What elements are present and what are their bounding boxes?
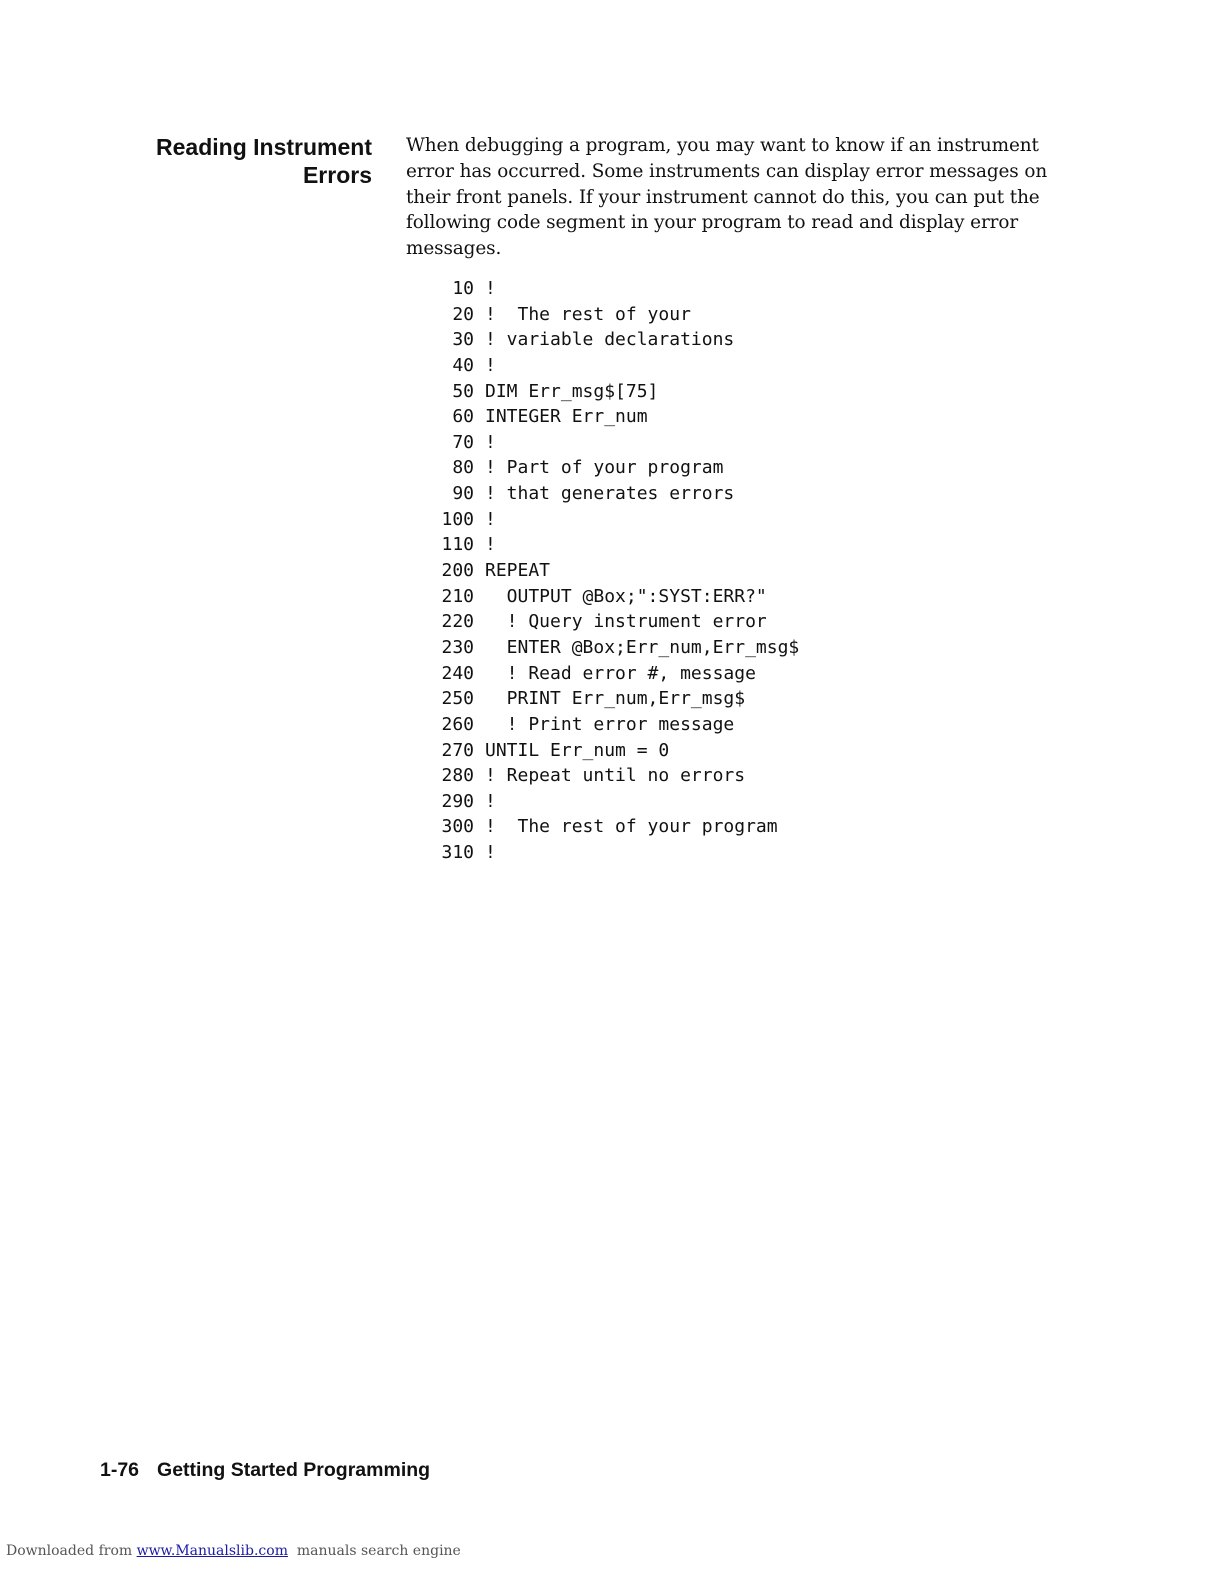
code-line — [430, 276, 799, 302]
code-text: ! Query instrument error — [485, 611, 767, 633]
code-line — [430, 404, 799, 430]
line-number: 50 — [452, 380, 474, 402]
code-text: REPEAT — [485, 560, 551, 582]
code-line — [430, 558, 799, 584]
line-number: 110 — [441, 534, 474, 556]
paragraph-line: error has occurred. Some instruments can display error messages on — [406, 160, 1048, 182]
code-line — [430, 763, 799, 789]
code-line — [430, 379, 799, 405]
line-number: 60 — [452, 406, 474, 428]
code-text: DIM Err_msg$[75] — [485, 380, 659, 402]
code-line — [430, 481, 799, 507]
code-line — [430, 840, 799, 866]
code-line — [430, 738, 799, 764]
code-line — [430, 327, 799, 353]
code-line — [430, 814, 799, 840]
code-text: ! — [485, 278, 496, 299]
code-line — [430, 584, 799, 610]
line-number: 310 — [441, 842, 474, 864]
download-prefix: Downloaded from — [6, 1543, 137, 1559]
code-text: ! Read error #, message — [485, 662, 756, 684]
code-text: ! Part of your program — [485, 457, 724, 479]
paragraph-line: When debugging a program, you may want to know if an instrument — [406, 135, 1039, 156]
code-text: ! — [485, 354, 496, 376]
line-number: 260 — [441, 713, 474, 735]
code-text: ! — [485, 790, 496, 812]
line-number: 80 — [452, 457, 474, 479]
line-number: 40 — [452, 354, 474, 376]
code-text: ! — [485, 842, 496, 864]
page-number: 1-76 — [100, 1459, 140, 1481]
download-notice — [6, 1541, 461, 1561]
line-number: 230 — [441, 636, 474, 658]
paragraph-line: their front panels. If your instrument cannot do this, you can put the — [406, 186, 1040, 208]
line-number: 240 — [441, 662, 474, 684]
code-line — [430, 789, 799, 815]
code-text: PRINT Err_num,Err_msg$ — [485, 688, 746, 710]
code-listing — [430, 276, 799, 866]
code-text: ! Repeat until no errors — [485, 765, 746, 787]
line-number: 280 — [441, 765, 474, 787]
section-heading-line: Errors — [302, 162, 372, 188]
line-number: 300 — [441, 816, 474, 838]
download-suffix: manuals search engine — [287, 1543, 461, 1559]
line-number: 10 — [452, 278, 474, 299]
code-line — [430, 686, 799, 712]
code-line — [430, 661, 799, 687]
line-number: 250 — [441, 688, 474, 710]
code-line — [430, 507, 799, 533]
code-line — [430, 302, 799, 328]
code-text: ! — [485, 534, 496, 556]
intro-paragraph — [406, 133, 1081, 262]
code-text: INTEGER Err_num — [485, 406, 648, 428]
code-text: UNTIL Err_num = 0 — [485, 739, 670, 761]
line-number: 30 — [452, 329, 474, 351]
section-heading-line: Reading Instrument — [156, 134, 372, 160]
paragraph-line: following code segment in your program to read and display error — [406, 212, 1019, 234]
line-number: 200 — [441, 560, 474, 582]
line-number: 70 — [452, 431, 474, 453]
code-text: ! that generates errors — [485, 483, 735, 505]
code-line — [430, 609, 799, 635]
line-number: 290 — [441, 790, 474, 812]
line-number: 90 — [452, 483, 474, 505]
line-number: 210 — [441, 585, 474, 607]
paragraph-line: messages. — [406, 238, 502, 260]
code-line — [430, 635, 799, 661]
line-number: 100 — [441, 508, 474, 530]
code-text: ! The rest of your — [485, 303, 691, 325]
code-text: ENTER @Box;Err_num,Err_msg$ — [485, 636, 800, 658]
code-text: ! variable declarations — [485, 329, 735, 351]
code-text: OUTPUT @Box;":SYST:ERR?" — [485, 585, 767, 607]
manualslib-link[interactable]: www.Manualslib.com — [136, 1543, 288, 1559]
footer-title: Getting Started Programming — [157, 1459, 431, 1481]
code-line — [430, 455, 799, 481]
code-line — [430, 532, 799, 558]
code-text: ! The rest of your program — [485, 816, 778, 838]
code-line — [430, 712, 799, 738]
code-line — [430, 430, 799, 456]
code-text: ! — [485, 431, 496, 453]
code-text: ! Print error message — [485, 713, 735, 735]
line-number: 270 — [441, 739, 474, 761]
code-line — [430, 353, 799, 379]
code-text: ! — [485, 508, 496, 530]
line-number: 220 — [441, 611, 474, 633]
section-heading — [100, 133, 372, 189]
page-footer — [100, 1456, 430, 1484]
line-number: 20 — [452, 303, 474, 325]
